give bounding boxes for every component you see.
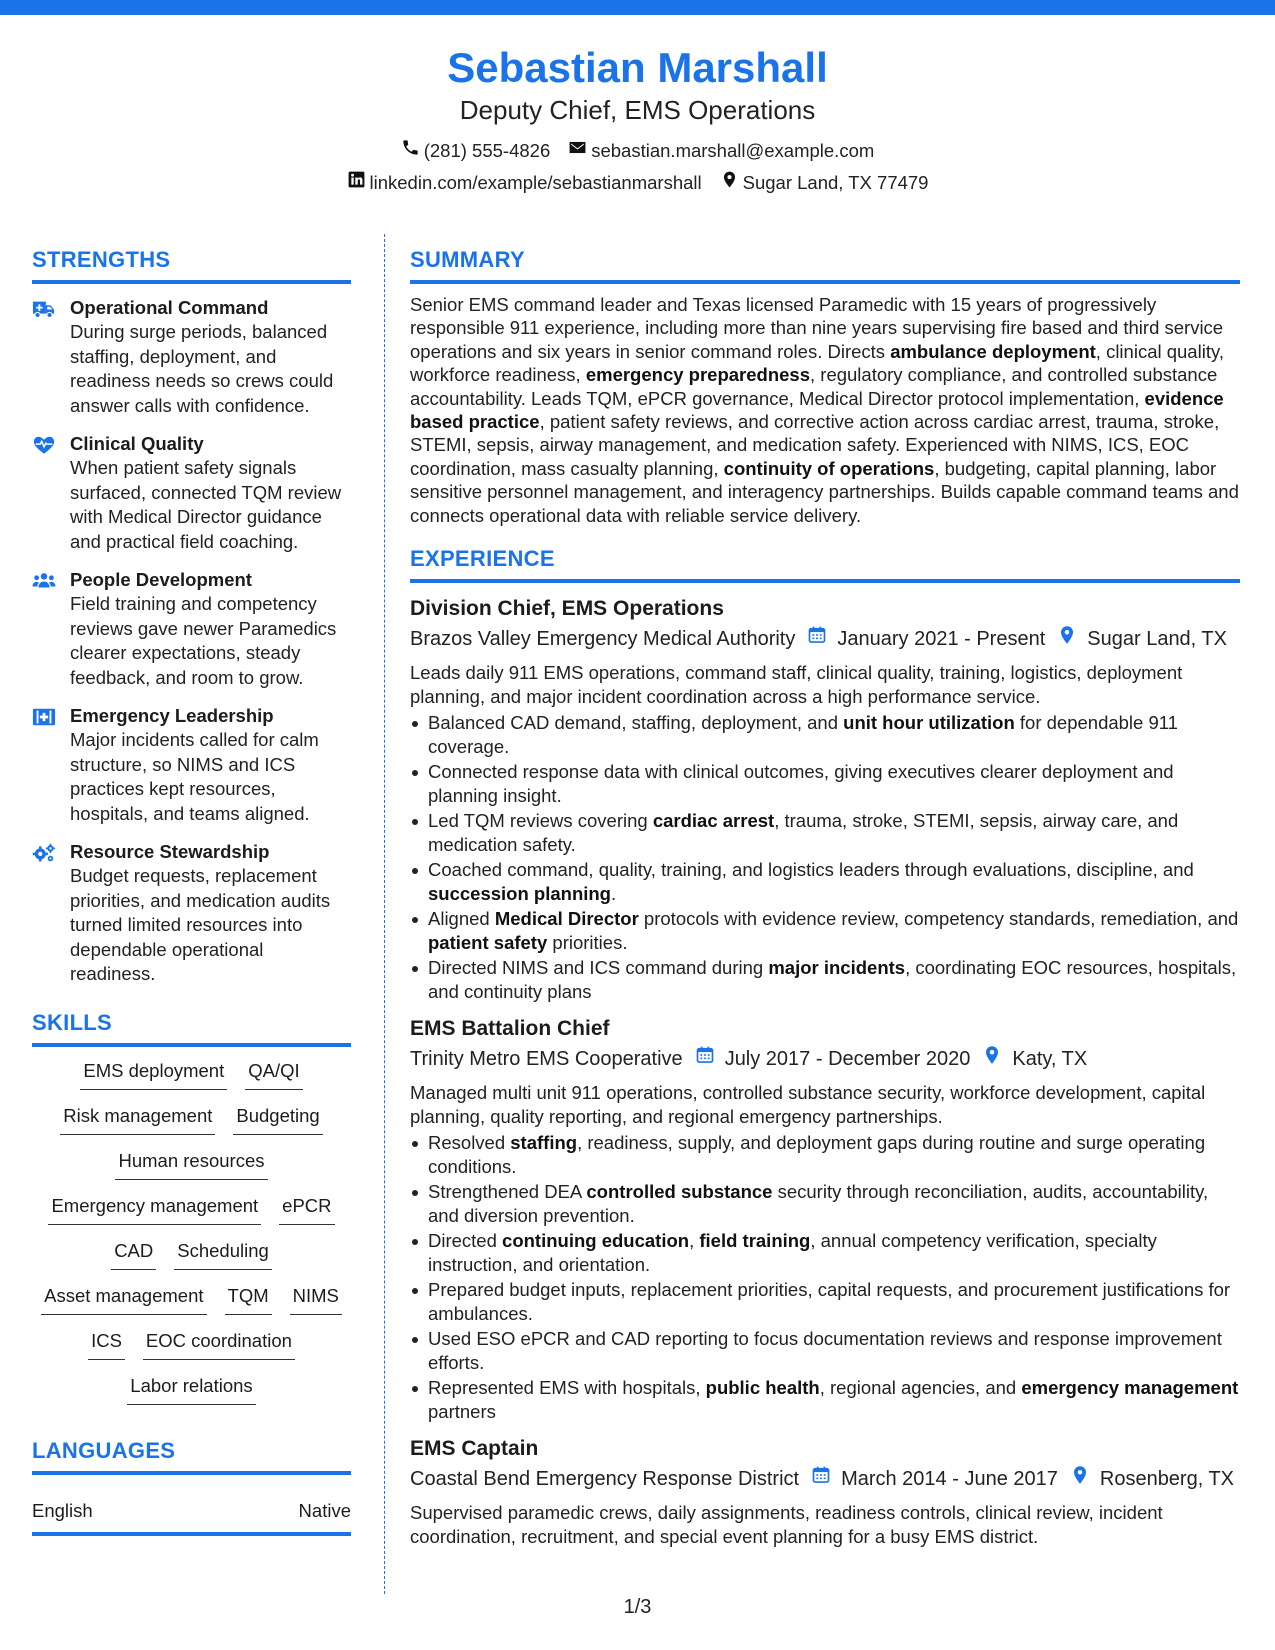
job-dates: [695, 1045, 971, 1073]
strength-title: Operational Command: [70, 297, 269, 318]
job-location-text: Katy, TX: [1012, 1048, 1088, 1071]
skill-row: [32, 1329, 351, 1374]
ambulance-icon: [32, 296, 70, 418]
job-dates: [811, 1465, 1058, 1493]
candidate-name: Sebastian Marshall: [447, 44, 828, 91]
map-pin-icon: [982, 1045, 1002, 1073]
text-run: Aligned: [428, 908, 495, 930]
envelope-icon: [568, 138, 587, 163]
language-rule: [32, 1532, 351, 1536]
strength-title: Clinical Quality: [70, 433, 204, 454]
text-run: , regional agencies, and: [819, 1377, 1022, 1399]
skill-tag: Emergency management: [48, 1194, 261, 1225]
top-accent-bar: [0, 0, 1275, 15]
bold-text: unit hour utilization: [843, 712, 1015, 734]
text-run: , budgeting, capital planning, labor sensitive personnel management, and interagency partnerships. Builds capable command teams and connects operational data with reliable service delivery.: [410, 457, 1239, 526]
job-entry: [410, 1015, 1240, 1423]
job-title: Division Chief, EMS Operations: [410, 597, 724, 621]
skills-section: [32, 1009, 351, 1419]
text-run: Directed NIMS and ICS command during: [428, 957, 769, 979]
bullet-item: [410, 956, 1240, 1003]
strength-description: When patient safety signals surfaced, connected TQM review with Medical Director guidance and practical field coaching.: [70, 457, 342, 552]
skill-row: [32, 1374, 351, 1419]
strength-item: [32, 704, 351, 826]
bullet-item: [410, 1229, 1240, 1276]
map-pin-icon: [720, 170, 739, 195]
strength-title: People Development: [70, 569, 252, 590]
job-location: [1070, 1465, 1234, 1493]
summary-section: [410, 246, 1240, 527]
strengths-section: [32, 246, 351, 987]
skills-heading: SKILLS: [32, 1009, 113, 1035]
job-bullets: [410, 1131, 1240, 1423]
languages-heading: LANGUAGES: [32, 1437, 176, 1463]
job-organization: Brazos Valley Emergency Medical Authority: [410, 628, 796, 651]
linkedin-text: linkedin.com/example/sebastianmarshall: [369, 171, 702, 193]
job-meta: [410, 625, 1240, 653]
skill-row: [32, 1104, 351, 1149]
job-bullets: [410, 711, 1240, 1003]
job-dates: [807, 625, 1045, 653]
text-run: Strengthened DEA: [428, 1181, 587, 1203]
skill-tag: TQM: [225, 1284, 272, 1315]
skill-tag: ICS: [88, 1329, 125, 1360]
skill-row: [32, 1149, 351, 1194]
experience-heading: EXPERIENCE: [410, 546, 555, 572]
bold-text: public health: [705, 1377, 820, 1399]
job-meta: [410, 1045, 1240, 1073]
strength-description: Field training and competency reviews gave newer Paramedics clearer expectations, steady feedback, and room to grow.: [70, 593, 337, 688]
strength-title: Emergency Leadership: [70, 705, 274, 726]
strengths-heading: STRENGTHS: [32, 247, 171, 272]
job-meta: [410, 1465, 1240, 1493]
text-run: , regulatory compliance, and controlled substance accountability. Leads TQM, ePCR governance, Medical Director protocol implementation,: [410, 364, 1218, 409]
heartbeat-icon: [32, 432, 70, 554]
job-location-text: Rosenberg, TX: [1099, 1468, 1235, 1491]
map-pin-icon: [1057, 625, 1077, 653]
phone-contact[interactable]: [401, 138, 551, 163]
skill-tag: Labor relations: [127, 1374, 255, 1405]
jobs-list: [410, 595, 1240, 1548]
skill-row: [32, 1059, 351, 1104]
text-run: priorities.: [547, 931, 628, 953]
bold-text: cardiac arrest: [652, 810, 775, 832]
bold-text: patient safety: [428, 931, 548, 953]
bold-text: succession planning: [428, 882, 611, 904]
job-organization: Trinity Metro EMS Cooperative: [410, 1048, 683, 1071]
strength-description: Major incidents called for calm structure, so NIMS and ICS practices kept resources, hospitals, and teams aligned.: [70, 729, 319, 824]
bold-text: Medical Director: [494, 908, 639, 930]
text-run: partners: [428, 1400, 496, 1422]
job-title: EMS Captain: [410, 1437, 539, 1461]
text-run: Used ESO ePCR and CAD reporting to focus documentation reviews and response improvement efforts.: [428, 1328, 1222, 1373]
skill-tag: ePCR: [279, 1194, 334, 1225]
skills-rule: [32, 1043, 351, 1047]
text-run: Coached command, quality, training, and logistics leaders through evaluations, discipline, and: [428, 859, 1194, 881]
skill-row: [32, 1239, 351, 1284]
job-description: Managed multi unit 911 operations, controlled substance security, workforce development, capital planning, quality reporting, and regional emergency partnerships.: [410, 1082, 1206, 1127]
bold-text: major incidents: [768, 957, 906, 979]
strength-body: [70, 568, 351, 690]
bullet-item: [410, 711, 1240, 758]
bullet-item: [410, 1376, 1240, 1423]
bold-text: staffing: [510, 1132, 578, 1154]
bold-text: emergency preparedness: [585, 364, 810, 386]
bold-text: emergency management: [1021, 1377, 1239, 1399]
medkit-icon: [32, 704, 70, 826]
text-run: , coordinating EOC resources, hospitals, and continuity plans: [428, 957, 1237, 1002]
text-run: for dependable 911 coverage.: [428, 712, 1178, 757]
strengths-list: [32, 296, 351, 987]
location-contact: [720, 170, 929, 195]
text-run: Balanced CAD demand, staffing, deployment, and: [428, 712, 844, 734]
left-column: [32, 246, 351, 1536]
strength-item: [32, 432, 351, 554]
summary-rule: [410, 280, 1240, 284]
linkedin-icon: [347, 170, 366, 195]
candidate-role: Deputy Chief, EMS Operations: [459, 95, 816, 125]
text-run: , patient safety reviews, and corrective action across cardiac arrest, trauma, stroke, STEMI, sepsis, airway management, and medication safety. Experienced with NIMS, ICS, EOC coordination, mass casualty planning,: [410, 411, 1220, 479]
bold-text: ambulance deployment: [890, 340, 1096, 362]
summary-heading: SUMMARY: [410, 247, 525, 272]
skill-tag: CAD: [111, 1239, 156, 1270]
summary-text: [410, 293, 1240, 527]
calendar-icon: [811, 1465, 831, 1493]
phone-text: (281) 555-4826: [423, 139, 551, 161]
strength-body: [70, 704, 351, 826]
text-run: Prepared budget inputs, replacement priorities, capital requests, and procurement justifications for ambulances.: [428, 1279, 1231, 1324]
text-run: Led TQM reviews covering: [428, 810, 653, 832]
text-run: protocols with evidence review, competency standards, remediation, and: [638, 908, 1239, 930]
people-icon: [32, 568, 70, 690]
strengths-rule: [32, 280, 351, 284]
language-name: English: [32, 1499, 93, 1521]
bold-text: field training: [699, 1230, 811, 1252]
gears-icon: [32, 840, 70, 987]
skills-list: [32, 1059, 351, 1419]
bold-text: controlled substance: [586, 1181, 773, 1203]
skill-row: [32, 1194, 351, 1239]
skill-tag: NIMS: [290, 1284, 342, 1315]
resume-header: [0, 42, 1275, 195]
job-location-text: Sugar Land, TX: [1087, 628, 1227, 651]
contact-row-1: [0, 138, 1275, 163]
languages-rule: [32, 1471, 351, 1475]
job-location: [1057, 625, 1227, 653]
strength-body: [70, 432, 351, 554]
strength-description: During surge periods, balanced staffing, deployment, and readiness needs so crews could answer calls with confidence.: [70, 321, 334, 416]
job-description: Supervised paramedic crews, daily assignments, readiness controls, clinical review, incident coordination, recruitment, and special event planning for a busy EMS district.: [410, 1502, 1163, 1547]
bullet-item: [410, 1327, 1240, 1374]
job-location: [982, 1045, 1087, 1073]
language-level: Native: [298, 1499, 351, 1521]
text-run: , annual competency verification, specialty instruction, and orientation.: [428, 1230, 1157, 1275]
text-run: Connected response data with clinical outcomes, giving executives clearer deployment and planning insight.: [428, 761, 1174, 806]
text-run: , trauma, stroke, STEMI, sepsis, airway care, and medication safety.: [428, 810, 1179, 855]
text-run: ,: [689, 1230, 700, 1252]
email-contact[interactable]: [568, 138, 874, 163]
strength-item: [32, 296, 351, 418]
strength-item: [32, 568, 351, 690]
skill-tag: Human resources: [115, 1149, 267, 1180]
job-description: Leads daily 911 EMS operations, command staff, clinical quality, training, logistics, deployment planning, and major incident coordination across a high performance service.: [410, 662, 1183, 707]
calendar-icon: [807, 625, 827, 653]
page-number: 1/3: [623, 1596, 652, 1618]
column-divider: [384, 234, 385, 1594]
bullet-item: [410, 1180, 1240, 1227]
bullet-item: [410, 907, 1240, 954]
text-run: , readiness, supply, and deployment gaps during routine and surge operating conditions.: [428, 1132, 1206, 1177]
calendar-icon: [695, 1045, 715, 1073]
email-text: sebastian.marshall@example.com: [591, 139, 875, 161]
linkedin-contact[interactable]: [347, 170, 702, 195]
bold-text: continuity of operations: [723, 457, 935, 479]
strength-body: [70, 296, 351, 418]
bullet-item: [410, 760, 1240, 807]
skill-tag: Asset management: [41, 1284, 206, 1315]
contact-row-2: [0, 170, 1275, 195]
experience-rule: [410, 579, 1240, 583]
text-run: Represented EMS with hospitals,: [428, 1377, 706, 1399]
strength-body: [70, 840, 351, 987]
text-run: security through reconciliation, audits, accountability, and diversion prevention.: [428, 1181, 1209, 1226]
strength-description: Budget requests, replacement priorities, and medication audits turned limited resources into dependable operational readiness.: [70, 865, 331, 984]
bold-text: continuing education: [502, 1230, 690, 1252]
languages-section: [32, 1437, 351, 1536]
skill-tag: Budgeting: [233, 1104, 322, 1135]
job-dates-text: July 2017 - December 2020: [724, 1048, 971, 1071]
phone-icon: [401, 138, 420, 163]
bullet-item: [410, 1131, 1240, 1178]
job-dates-text: January 2021 - Present: [837, 628, 1046, 651]
job-title: EMS Battalion Chief: [410, 1017, 610, 1041]
map-pin-icon: [1070, 1465, 1090, 1493]
skill-tag: Scheduling: [174, 1239, 272, 1270]
skill-row: [32, 1284, 351, 1329]
job-entry: [410, 595, 1240, 1003]
job-entry: [410, 1435, 1240, 1548]
language-item: [32, 1499, 351, 1523]
skill-tag: EOC coordination: [143, 1329, 295, 1360]
bold-text: evidence based practice: [410, 387, 1224, 433]
experience-section: [410, 545, 1240, 1548]
skill-tag: EMS deployment: [80, 1059, 227, 1090]
languages-list: [32, 1499, 351, 1536]
job-organization: Coastal Bend Emergency Response District: [410, 1468, 800, 1491]
text-run: , clinical quality, workforce readiness,: [410, 340, 1224, 386]
skill-tag: Risk management: [60, 1104, 215, 1135]
text-run: Resolved: [428, 1132, 511, 1154]
bullet-item: [410, 1278, 1240, 1325]
text-run: .: [611, 882, 617, 904]
right-column: [410, 246, 1240, 1548]
text-run: Directed: [428, 1230, 503, 1252]
text-run: Senior EMS command leader and Texas licensed Paramedic with 15 years of progressively responsible 911 experience, including more than nine years supervising fire based and third service operations and six years in senior command roles. Directs: [410, 294, 1224, 362]
job-dates-text: March 2014 - June 2017: [841, 1468, 1058, 1491]
strength-title: Resource Stewardship: [70, 841, 270, 862]
location-text: Sugar Land, TX 77479: [742, 171, 929, 193]
bullet-item: [410, 809, 1240, 856]
bullet-item: [410, 858, 1240, 905]
strength-item: [32, 840, 351, 987]
skill-tag: QA/QI: [245, 1059, 302, 1090]
